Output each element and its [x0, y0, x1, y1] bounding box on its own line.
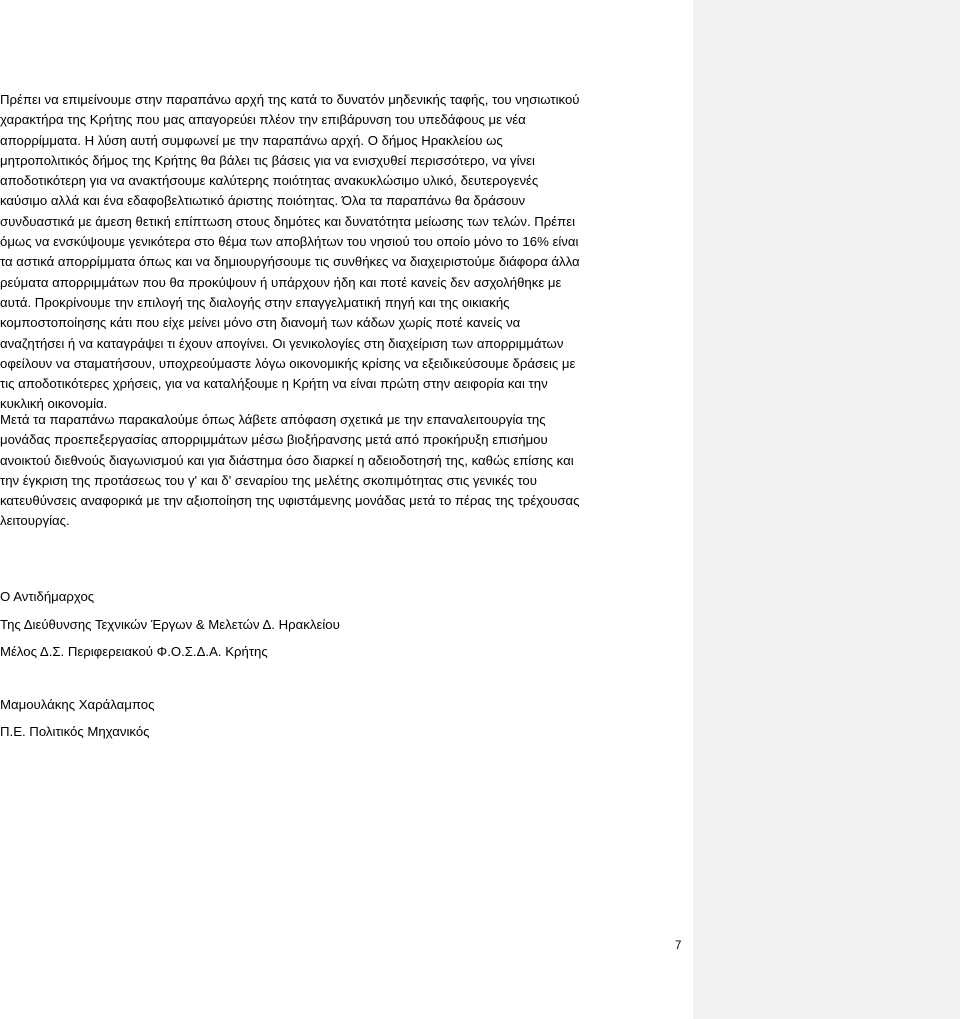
paragraph-line: Πρέπει να επιμείνουμε στην παραπάνω αρχή της κατά το δυνατόν μηδενικής ταφής, του νησιωτικού	[0, 92, 580, 107]
paragraph-line: όμως να ενσκύψουμε γενικότερα στο θέμα των αποβλήτων του νησιού του οποίο μόνο το 16% είναι	[0, 234, 579, 250]
paragraph-1	[0, 90, 686, 415]
paragraph-line: μητροπολιτικός δήμος της Κρήτης θα βάλει τις βάσεις για να ενισχυθεί περισσότερο, να γίνει	[0, 152, 535, 168]
paragraph-line: κατευθύνσεις αναφορικά με την αξιοποίηση της υφιστάμενης μονάδας μετά το πέρας της τρέχουσας	[0, 493, 580, 509]
paragraph-line: μονάδας προεπεξεργασίας απορριμμάτων μέσω βιοξήρανσης μετά από προκήρυξη επισήμου	[0, 432, 548, 448]
paragraph-line: κομποστοποίησης κάτι που είχε μείνει μόνο στη διανομή των κάδων χωρίς ποτέ κανείς να	[0, 315, 521, 331]
page-number: 7	[675, 940, 682, 952]
paragraph-line: απορρίμματα. Η λύση αυτή συμφωνεί με την παραπάνω αρχή. Ο δήμος Ηρακλείου ως	[0, 132, 503, 148]
signature-profession: Π.Ε. Πολιτικός Μηχανικός	[0, 724, 150, 739]
paragraph-line: λειτουργίας.	[0, 513, 70, 529]
signature-department: Της Διεύθυνσης Τεχνικών Έργων & Μελετών Δ. Ηρακλείου	[0, 617, 340, 632]
paragraph-line: κυκλική οικονομία.	[0, 396, 108, 412]
paragraph-line: καύσιμο αλλά και ένα εδαφοβελτιωτικό άριστης ποιότητας. Όλα τα παραπάνω θα δράσουν	[0, 193, 526, 209]
paragraph-line: αναζητήσει ή να καταγράψει τι έχουν απογίνει. Οι γενικολογίες στη διαχείριση των απορριμμάτων	[0, 335, 564, 351]
comment-pane	[693, 0, 960, 1019]
paragraph-line: οφείλουν να σταματήσουν, υποχρεούμαστε λόγω οικονομικής κρίσης να εξειδικεύσουμε δράσεις με	[0, 355, 576, 371]
paragraph-line: τις αποδοτικότερες χρήσεις, για να καταλήξουμε η Κρήτη να είναι πρώτη στην αειφορία και την	[0, 376, 548, 392]
paragraph-line: την έγκριση της προτάσεως του γ' και δ' σεναρίου της μελέτης σκοπιμότητας στις γενικές του	[0, 472, 537, 488]
paragraph-line: συνδυαστικά με άμεση θετική επίπτωση στους δημότες και δυνατότητα μείωσης των τελών. Πρέπει	[0, 213, 576, 229]
paragraph-line: χαρακτήρα της Κρήτης που μας απαγορεύει πλέον την επιβάρυνση του υπεδάφους με νέα	[0, 112, 526, 128]
signature-membership: Μέλος Δ.Σ. Περιφερειακού Φ.Ο.Σ.Δ.Α. Κρήτης	[0, 644, 268, 659]
paragraph-line: αποδοτικότερη για να ανακτήσουμε καλύτερης ποιότητας ανακυκλώσιμο υλικό, δευτερογενές	[0, 173, 539, 189]
paragraph-line: τα αστικά απορρίμματα όπως και να δημιουργήσουμε τις συνθήκες να διαχειριστούμε διάφορα άλλα	[0, 254, 580, 270]
paragraph-line: ανοικτού διεθνούς διαγωνισμού και για διάστημα όσο διαρκεί η αδειοδοτησή της, καθώς επίσης και	[0, 452, 574, 468]
paragraph-line: ρεύματα απορριμμάτων που θα προκύψουν ή υπάρχουν ήδη και ποτέ κανείς δεν ασχολήθηκε με	[0, 274, 562, 290]
paragraph-2	[0, 410, 686, 532]
signature-title: Ο Αντιδήμαρχος	[0, 589, 95, 604]
paragraph-line: Μετά τα παραπάνω παρακαλούμε όπως λάβετε απόφαση σχετικά με την επαναλειτουργία της	[0, 412, 546, 427]
signature-name: Μαμουλάκης Χαράλαμπος	[0, 697, 155, 712]
paragraph-line: αυτά. Προκρίνουμε την επιλογή της διαλογής στην επαγγελματική πηγή και της οικιακής	[0, 294, 510, 310]
